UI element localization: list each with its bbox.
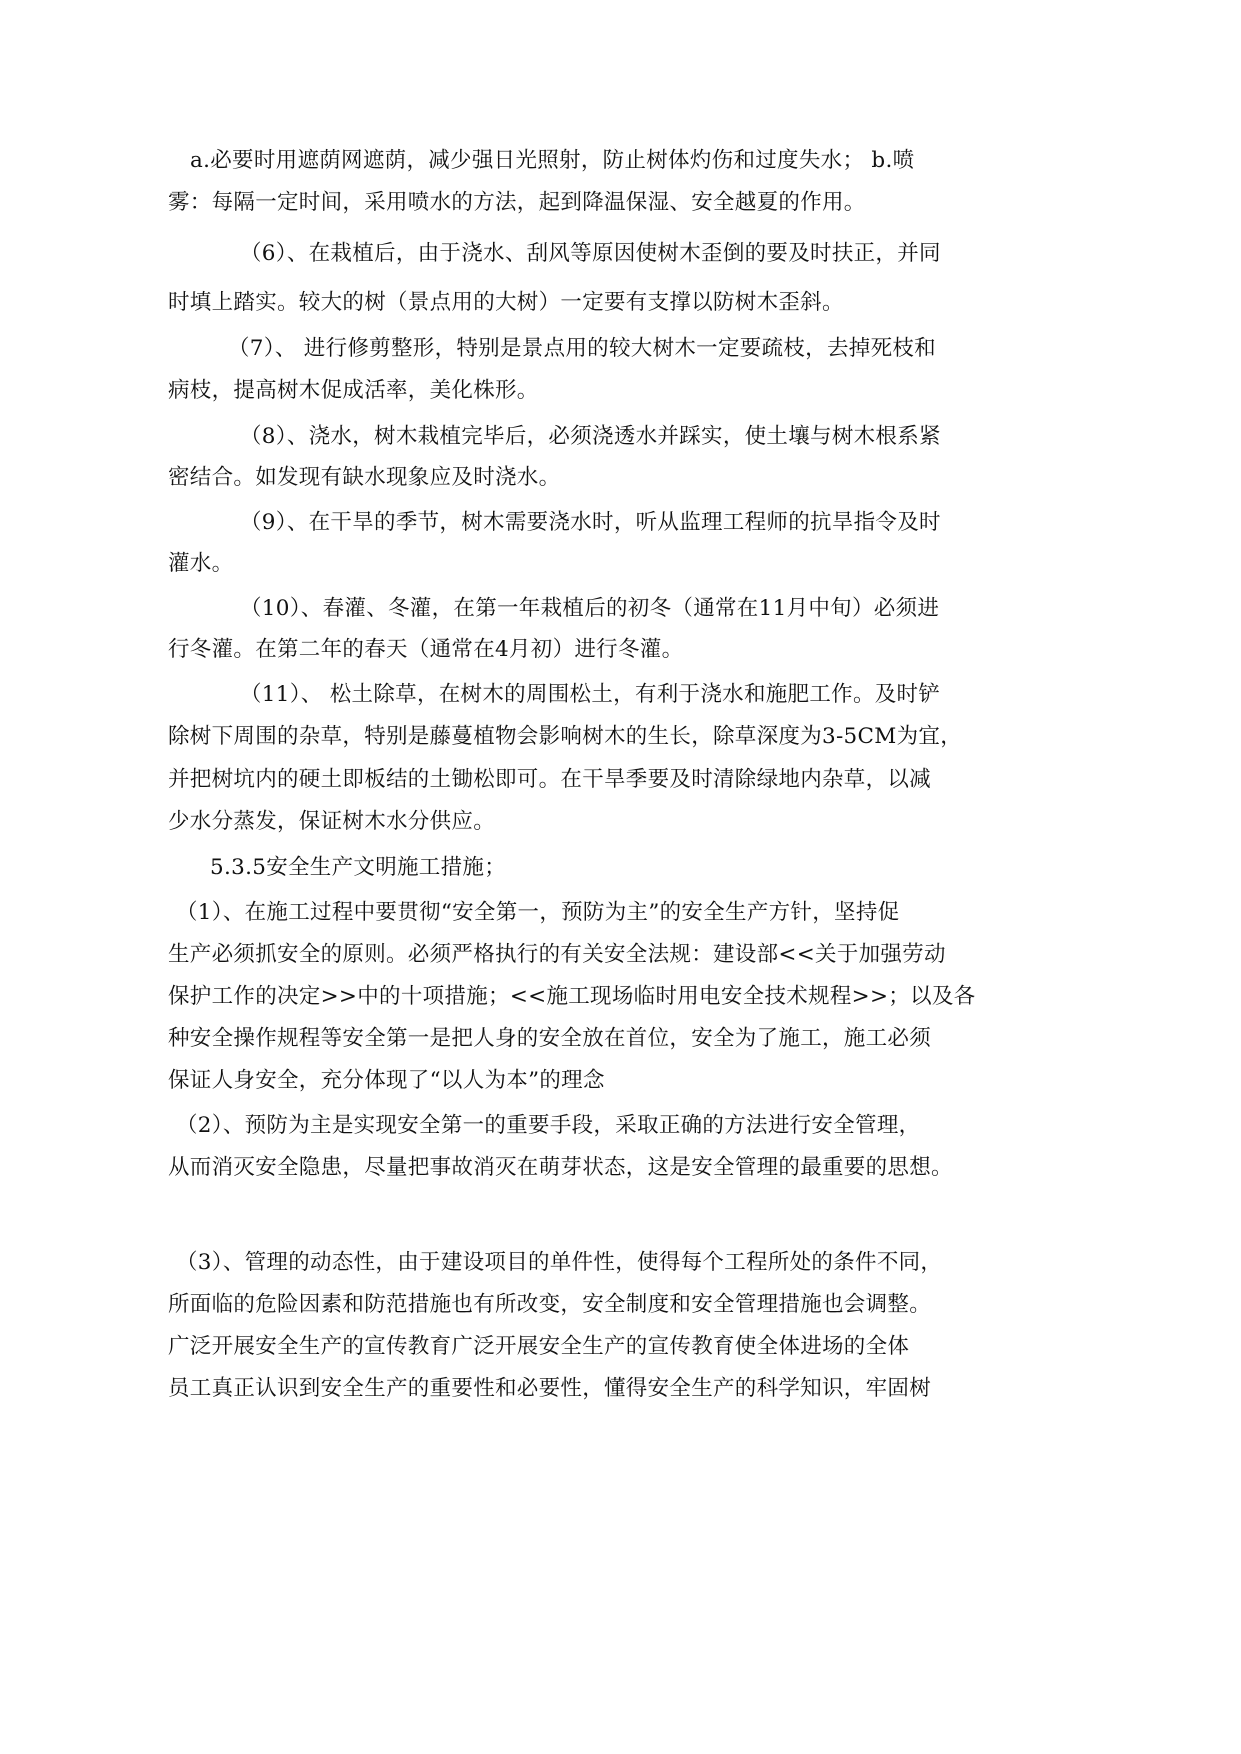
text-line: （1）、在施工过程中要贯彻“安全第一，预防为主”的安全生产方针，坚持促 [176, 900, 900, 925]
section-heading: 5.3.5安全生产文明施工措施； [210, 855, 507, 880]
text-line: 种安全操作规程等安全第一是把人身的安全放在首位，安全为了施工，施工必须 [168, 1026, 932, 1051]
text-line: 雾：每隔一定时间，采用喷水的方法，起到降温保湿、安全越夏的作用。 [168, 190, 866, 215]
text-line: 少水分蒸发，保证树木水分供应。 [168, 809, 496, 834]
text-line: 密结合。如发现有缺水现象应及时浇水。 [168, 465, 561, 490]
text-line: 所面临的危险因素和防范措施也有所改变，安全制度和安全管理措施也会调整。 [168, 1292, 932, 1317]
text-line: （6）、在栽植后，由于浇水、刮风等原因使树木歪倒的要及时扶正，并同 [240, 241, 941, 266]
text-line: 病枝，提高树木促成活率，美化株形。 [168, 378, 539, 403]
text-line: 从而消灭安全隐患，尽量把事故消灭在萌芽状态，这是安全管理的最重要的思想。 [168, 1155, 953, 1180]
text-line: a.必要时用遮荫网遮荫，减少强日光照射，防止树体灼伤和过度失水； b.喷 [190, 148, 915, 173]
text-line: 员工真正认识到安全生产的重要性和必要性，懂得安全生产的科学知识，牢固树 [168, 1376, 932, 1401]
text-line: （9）、在干旱的季节，树木需要浇水时，听从监理工程师的抗旱指令及时 [240, 510, 941, 535]
text-line: 广泛开展安全生产的宣传教育广泛开展安全生产的宣传教育使全体进场的全体 [168, 1334, 910, 1359]
text-line: 保证人身安全，充分体现了“以人为本”的理念 [168, 1068, 605, 1093]
text-line: （7）、 进行修剪整形，特别是景点用的较大树木一定要疏枝，去掉死枝和 [228, 336, 936, 361]
text-line: 并把树坑内的硬土即板结的土锄松即可。在干旱季要及时清除绿地内杂草，以减 [168, 767, 932, 792]
text-line: 保护工作的决定>>中的十项措施；<<施工现场临时用电安全技术规程>>；以及各 [168, 984, 976, 1009]
text-line: （2）、预防为主是实现安全第一的重要手段，采取正确的方法进行安全管理， [176, 1113, 921, 1138]
text-line: 时填上踏实。较大的树（景点用的大树）一定要有支撑以防树木歪斜。 [168, 290, 844, 315]
text-line: 除树下周围的杂草，特别是藤蔓植物会影响树木的生长，除草深度为3-5CM为宜， [168, 724, 962, 749]
text-line: 行冬灌。在第二年的春天（通常在4月初）进行冬灌。 [168, 637, 684, 662]
text-line: （8）、浇水，树木栽植完毕后，必须浇透水并踩实，使土壤与树木根系紧 [240, 424, 941, 449]
text-line: （3）、管理的动态性，由于建设项目的单件性，使得每个工程所处的条件不同， [176, 1250, 943, 1275]
text-line: 生产必须抓安全的原则。必须严格执行的有关安全法规：建设部<<关于加强劳动 [168, 942, 946, 967]
text-line: （10）、春灌、冬灌，在第一年栽植后的初冬（通常在11月中旬）必须进 [240, 596, 940, 621]
text-line: （11）、 松土除草，在树木的周围松土，有利于浇水和施肥工作。及时铲 [240, 682, 941, 707]
text-line: 灌水。 [168, 551, 234, 576]
